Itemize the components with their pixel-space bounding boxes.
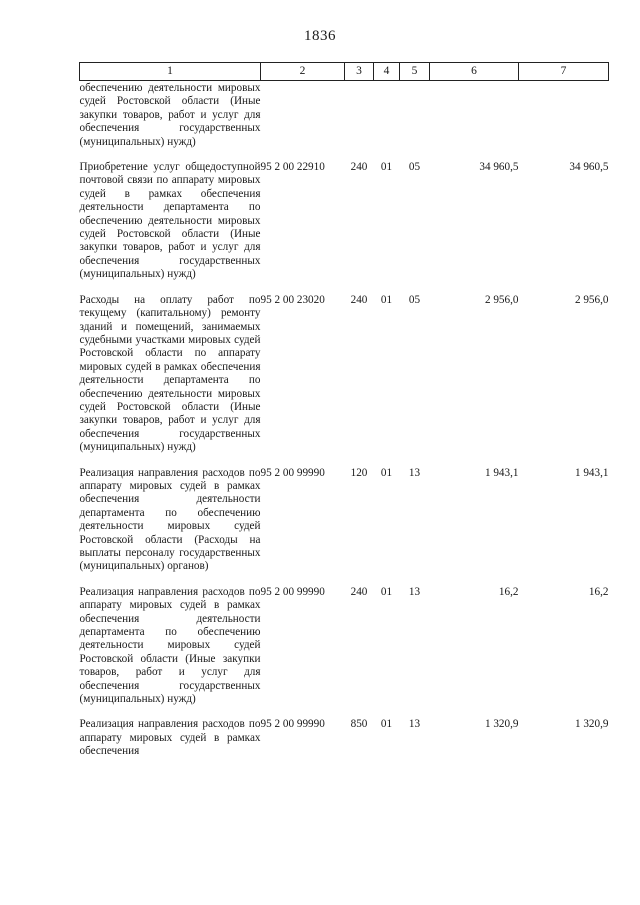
row-description: Расходы на оплату работ по текущему (капитальному) ремонту зданий и помещений, занимаемых судебными участками мировых судей Ростовской области по аппарату мировых судей в рамках обеспечения деятельности департамента по обеспечению деятельности мировых судей Ростовской области (Иные закупки товаров, работ и услуг для обеспечения государственных (муниципальных) нужд) (79, 293, 261, 454)
row-target-code: 95 2 00 99990 (260, 585, 325, 598)
table-row (80, 467, 609, 574)
table-row-continuation (80, 81, 609, 150)
row-subsection: 05 (408, 293, 421, 306)
row-target-code: 95 2 00 99990 (260, 718, 325, 731)
row-amount-1: 1 943,1 (484, 466, 519, 479)
table-header (80, 63, 609, 81)
row-description: Приобретение услуг общедоступной почтовой связи по аппарату мировых судей в рамках обеспечения деятельности департамента по обеспечению деятельности мировых судей Ростовской области (Иные закупки товаров, работ и услуг для обеспечения государственных (муниципальных) нужд) (79, 161, 261, 281)
row-description: обеспечению деятельности мировых судей Ростовской области (Иные закупки товаров, работ и услуг для обеспечения государственных (муниципальных) нужд) (79, 82, 261, 148)
row-description: Реализация направления расходов по аппарату мировых судей в рамках обеспечения деятельности департамента по обеспечению деятельности мировых судей Ростовской области (Иные закупки товаров, работ и услуг для обеспечения государственных (муниципальных) нужд) (79, 585, 261, 706)
table-row (80, 161, 609, 282)
header-col-7: 7 (519, 63, 609, 81)
row-section: 01 (380, 293, 393, 306)
row-target-code: 95 2 00 99990 (260, 466, 325, 479)
row-amount-2: 2 956,0 (574, 293, 609, 306)
table-row (80, 586, 609, 707)
row-amount-1: 2 956,0 (484, 293, 519, 306)
header-col-3: 3 (345, 63, 374, 81)
row-amount-2: 16,2 (588, 585, 609, 598)
table-row (80, 294, 609, 455)
row-amount-2: 1 320,9 (574, 718, 609, 731)
row-amount-2: 1 943,1 (574, 466, 609, 479)
row-subsection: 05 (408, 161, 421, 174)
row-amount-1: 1 320,9 (484, 718, 519, 731)
row-expense-type: 240 (350, 161, 368, 174)
row-subsection: 13 (408, 718, 421, 731)
header-col-4: 4 (374, 63, 400, 81)
row-expense-type: 120 (350, 466, 368, 479)
row-subsection: 13 (408, 466, 421, 479)
row-description: Реализация направления расходов по аппарату мировых судей в рамках обеспечения (79, 718, 261, 758)
row-amount-1: 16,2 (498, 585, 519, 598)
page-number: 1836 (304, 28, 336, 44)
row-section: 01 (380, 161, 393, 174)
header-col-6: 6 (430, 63, 519, 81)
row-target-code: 95 2 00 23020 (260, 293, 325, 306)
row-target-code: 95 2 00 22910 (260, 161, 325, 174)
budget-table (79, 62, 609, 759)
header-col-1: 1 (80, 63, 261, 81)
row-expense-type: 240 (350, 293, 368, 306)
row-amount-1: 34 960,5 (479, 161, 519, 174)
row-amount-2: 34 960,5 (569, 161, 609, 174)
row-subsection: 13 (408, 585, 421, 598)
row-section: 01 (380, 585, 393, 598)
header-col-5: 5 (400, 63, 430, 81)
row-section: 01 (380, 718, 393, 731)
row-expense-type: 240 (350, 585, 368, 598)
row-section: 01 (380, 466, 393, 479)
header-col-2: 2 (261, 63, 345, 81)
row-description: Реализация направления расходов по аппарату мировых судей в рамках обеспечения деятельности департамента по обеспечению деятельности мировых судей Ростовской области (Расходы на выплаты персоналу государственных (муниципальных) органов) (79, 466, 261, 573)
table-row (80, 718, 609, 758)
row-expense-type: 850 (350, 718, 368, 731)
